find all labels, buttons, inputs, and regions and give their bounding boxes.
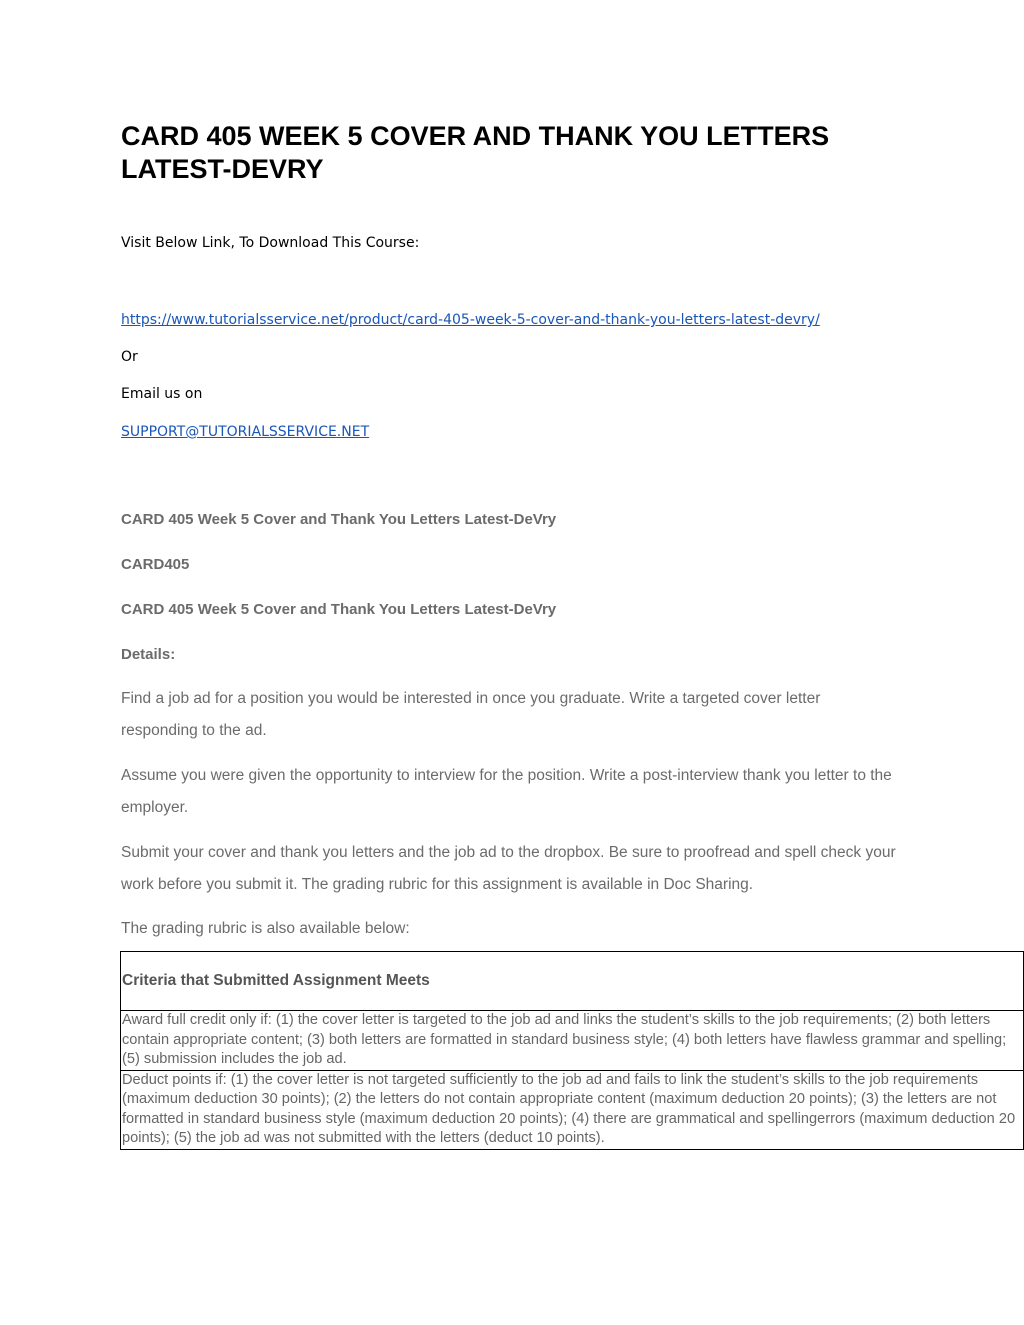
support-email-link[interactable]: SUPPORT@TUTORIALSSERVICE.NET <box>121 424 370 440</box>
page-title: CARD 405 WEEK 5 COVER AND THANK YOU LETTERS LATEST-DEVRY <box>121 121 830 184</box>
details-label: Details: <box>121 646 176 663</box>
course-heading-repeat: CARD 405 Week 5 Cover and Thank You Letters Latest-DeVry <box>121 601 557 618</box>
rubric-row <box>121 1011 1024 1071</box>
grading-rubric-table <box>120 951 1024 1150</box>
course-download-link[interactable]: https://www.tutorialsservice.net/product/card-405-week-5-cover-and-thank-you-letters-latest-devry/ <box>121 312 820 328</box>
email-label: Email us on <box>121 386 203 402</box>
rubric-deductions: Deduct points if: (1) the cover letter is not targeted sufficiently to the job ad and fails to link the student’s skills to the job requirements (maximum deduction 30 points); (2) the letters do not contain appropriate content (maximum deduction 20 points); (3) the letters are not formatted in standard business style (maximum deduction 20 points); (4) there are grammatical and spellingerrors (maximum deduction 20 points); (5) the job ad was not submitted with the letters (deduct 10 points). <box>121 1070 1024 1149</box>
paragraph-rubric-intro: The grading rubric is also available below: <box>121 920 410 937</box>
rubric-header: Criteria that Submitted Assignment Meets <box>121 952 1024 1011</box>
visit-instruction: Visit Below Link, To Download This Course: <box>121 235 420 251</box>
course-heading: CARD 405 Week 5 Cover and Thank You Letters Latest-DeVry <box>121 511 557 528</box>
rubric-full-credit: Award full credit only if: (1) the cover letter is targeted to the job ad and links the student’s skills to the job requirements; (2) both letters contain appropriate content; (3) both letters are formatted in standard business style; (4) both letters have flawless grammar and spelling; (5) submission includes the job ad. <box>121 1011 1024 1071</box>
course-code: CARD405 <box>121 556 190 573</box>
rubric-row <box>121 1070 1024 1149</box>
rubric-header-row <box>121 952 1024 1011</box>
or-text: Or <box>121 349 138 365</box>
paragraph-thank-you: Assume you were given the opportunity to interview for the position. Write a post-interview thank you letter to the employer. <box>121 767 892 816</box>
paragraph-submit: Submit your cover and thank you letters and the job ad to the dropbox. Be sure to proofread and spell check your work before you submit it. The grading rubric for this assignment is available in Doc Sharing. <box>121 844 896 893</box>
paragraph-job-ad: Find a job ad for a position you would be interested in once you graduate. Write a targeted cover letter responding to the ad. <box>121 690 821 739</box>
